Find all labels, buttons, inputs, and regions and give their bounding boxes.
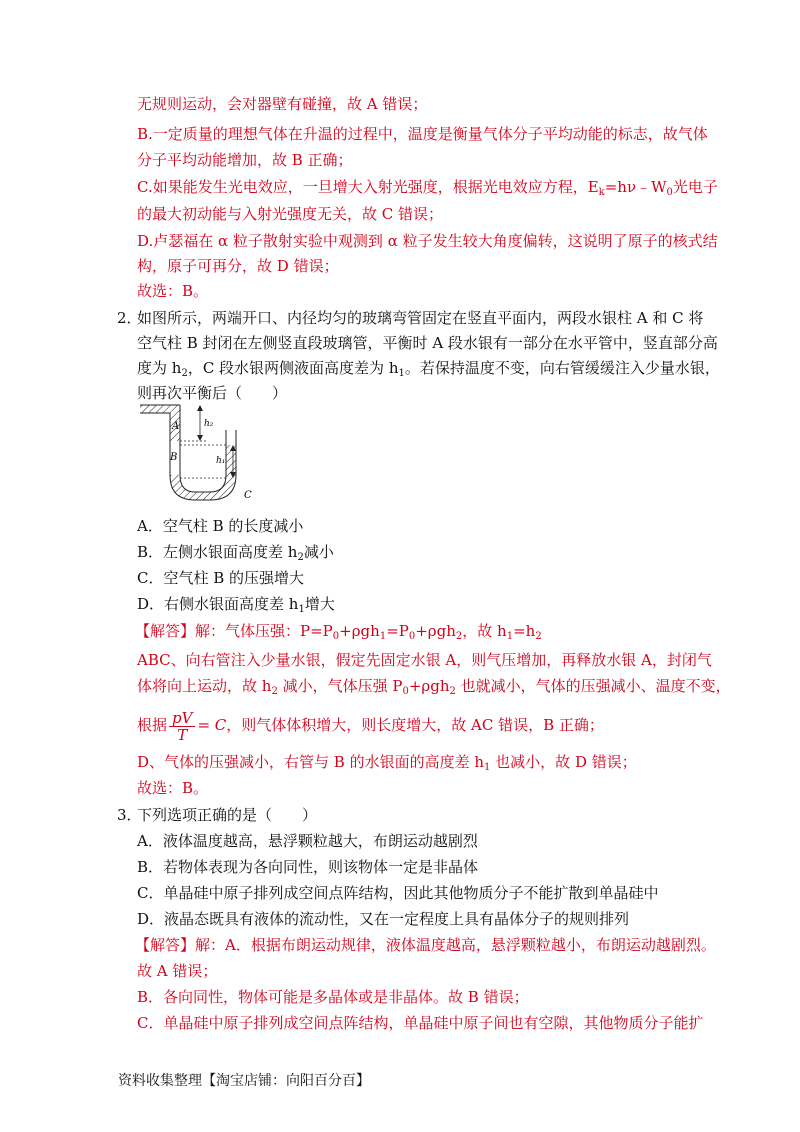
q2-option-D: D．右侧水银面高度差 $h_1$增大 — [137, 595, 335, 615]
q2-stem: 如图所示，两端开口、内径均匀的玻璃弯管固定在竖直平面内，两段水银柱 A 和 C 将 — [137, 309, 704, 327]
q3-answer-line: 故 A 错误； — [137, 962, 218, 980]
q2-answer-line: 【解答】解：气体压强：$P=P_0+\rho gh_1=P_0+\rho gh_2$，故 $h_1=h_2$ — [135, 622, 542, 642]
q2-option-B: B．左侧水银面高度差 $h_2$减小 — [137, 543, 334, 563]
label-A: A — [172, 421, 180, 432]
footer-watermark: 资料收集整理【淘宝店铺：向阳百分百】 — [118, 1073, 370, 1089]
q1-answer-line: D.卢瑟福在 α 粒子散射实验中观测到 α 粒子发生较大角度偏转，这说明了原子的核式结 — [137, 232, 718, 250]
q1-answer-line: 构，原子可再分，故 D 错误； — [137, 257, 339, 275]
label-B: B — [170, 452, 178, 463]
q3-number: 3． — [117, 806, 142, 824]
q3-answer-line: C．单晶硅中原子排列成空间点阵结构，单晶硅中原子间也有空隙，其他物质分子能扩 — [137, 1014, 704, 1032]
q2-stem: 度为 $h_2$，C 段水银两侧液面高度差为 $h_1$。若保持温度不变，向右管缓缓注入少量水银， — [137, 359, 720, 379]
q2-answer-line: 故选：B。 — [137, 779, 209, 797]
mercury-A-horizontal — [140, 405, 180, 413]
label-h1: h₁ — [216, 456, 226, 466]
q1-answer-line: C.如果能发生光电效应，一旦增大入射光强度，根据光电效应方程，$E_k=h\nu﹣W_0$光电子 — [137, 178, 718, 198]
q2-answer-line: D、气体的压强减小，右管与 B 的水银面的高度差 $h_1$ 也减小，故 D 错误； — [137, 753, 637, 773]
q1-answer-line: 分子平均动能增加，故 B 正确； — [137, 151, 353, 169]
q2-answer-line: ABC、向右管注入少量水银，假定先固定水银 A，则气压增加，再释放水银 A，封闭气 — [137, 651, 712, 669]
q1-answer-line: 的最大初动能与入射光强度无关，故 C 错误； — [137, 205, 444, 223]
u-tube-figure — [140, 400, 270, 510]
q2-number: 2． — [117, 309, 142, 327]
q2-option-C: C．空气柱 B 的压强增大 — [137, 569, 305, 587]
q3-stem: 下列选项正确的是（ ） — [137, 806, 318, 824]
q2-answer-line: 体将向上运动，故 $h_2$ 减小，气体压强 $P_0+\rho gh_2$ 也就减小，气体的压强减小、温度不变， — [137, 677, 731, 697]
pv-over-t-fraction: $\frac{pV}{T}$ — [169, 710, 195, 743]
q3-answer-line: B．各向同性，物体可能是多晶体或是非晶体。故 B 错误； — [137, 988, 529, 1006]
q3-option-C: C．单晶硅中原子排列成空间点阵结构，因此其他物质分子不能扩散到单晶硅中 — [137, 884, 659, 902]
q1-answer-line: 无规则运动，会对器壁有碰撞，故 A 错误； — [137, 95, 428, 113]
q1-answer-line: 故选：B。 — [137, 282, 209, 300]
q2-option-A: A．空气柱 B 的长度减小 — [137, 517, 304, 535]
q3-option-A: A．液体温度越高，悬浮颗粒越大，布朗运动越剧烈 — [137, 832, 478, 850]
q3-answer-line: 【解答】解：A．根据布朗运动规律，液体温度越高，悬浮颗粒越小，布朗运动越剧烈。 — [135, 936, 716, 954]
q3-option-B: B．若物体表现为各向同性，则该物体一定是非晶体 — [137, 858, 479, 876]
label-h2: h₂ — [204, 419, 214, 429]
q3-option-D: D．液晶态既具有液体的流动性，又在一定程度上具有晶体分子的规则排列 — [137, 910, 630, 928]
label-C: C — [244, 490, 252, 501]
q2-stem: 则再次平衡后（ ） — [137, 384, 288, 402]
q2-stem: 空气柱 B 封闭在左侧竖直段玻璃管，平衡时 A 段水银有一部分在水平管中，竖直部分高 — [137, 334, 718, 352]
q2-answer-line: 根据 $\frac{pV}{T}$ = C，则气体体积增大，则长度增大，故 AC 错误，B 正确； — [137, 708, 604, 744]
q1-answer-line: B.一定质量的理想气体在升温的过程中，温度是衡量气体分子平均动能的标志，故气体 — [137, 125, 708, 143]
